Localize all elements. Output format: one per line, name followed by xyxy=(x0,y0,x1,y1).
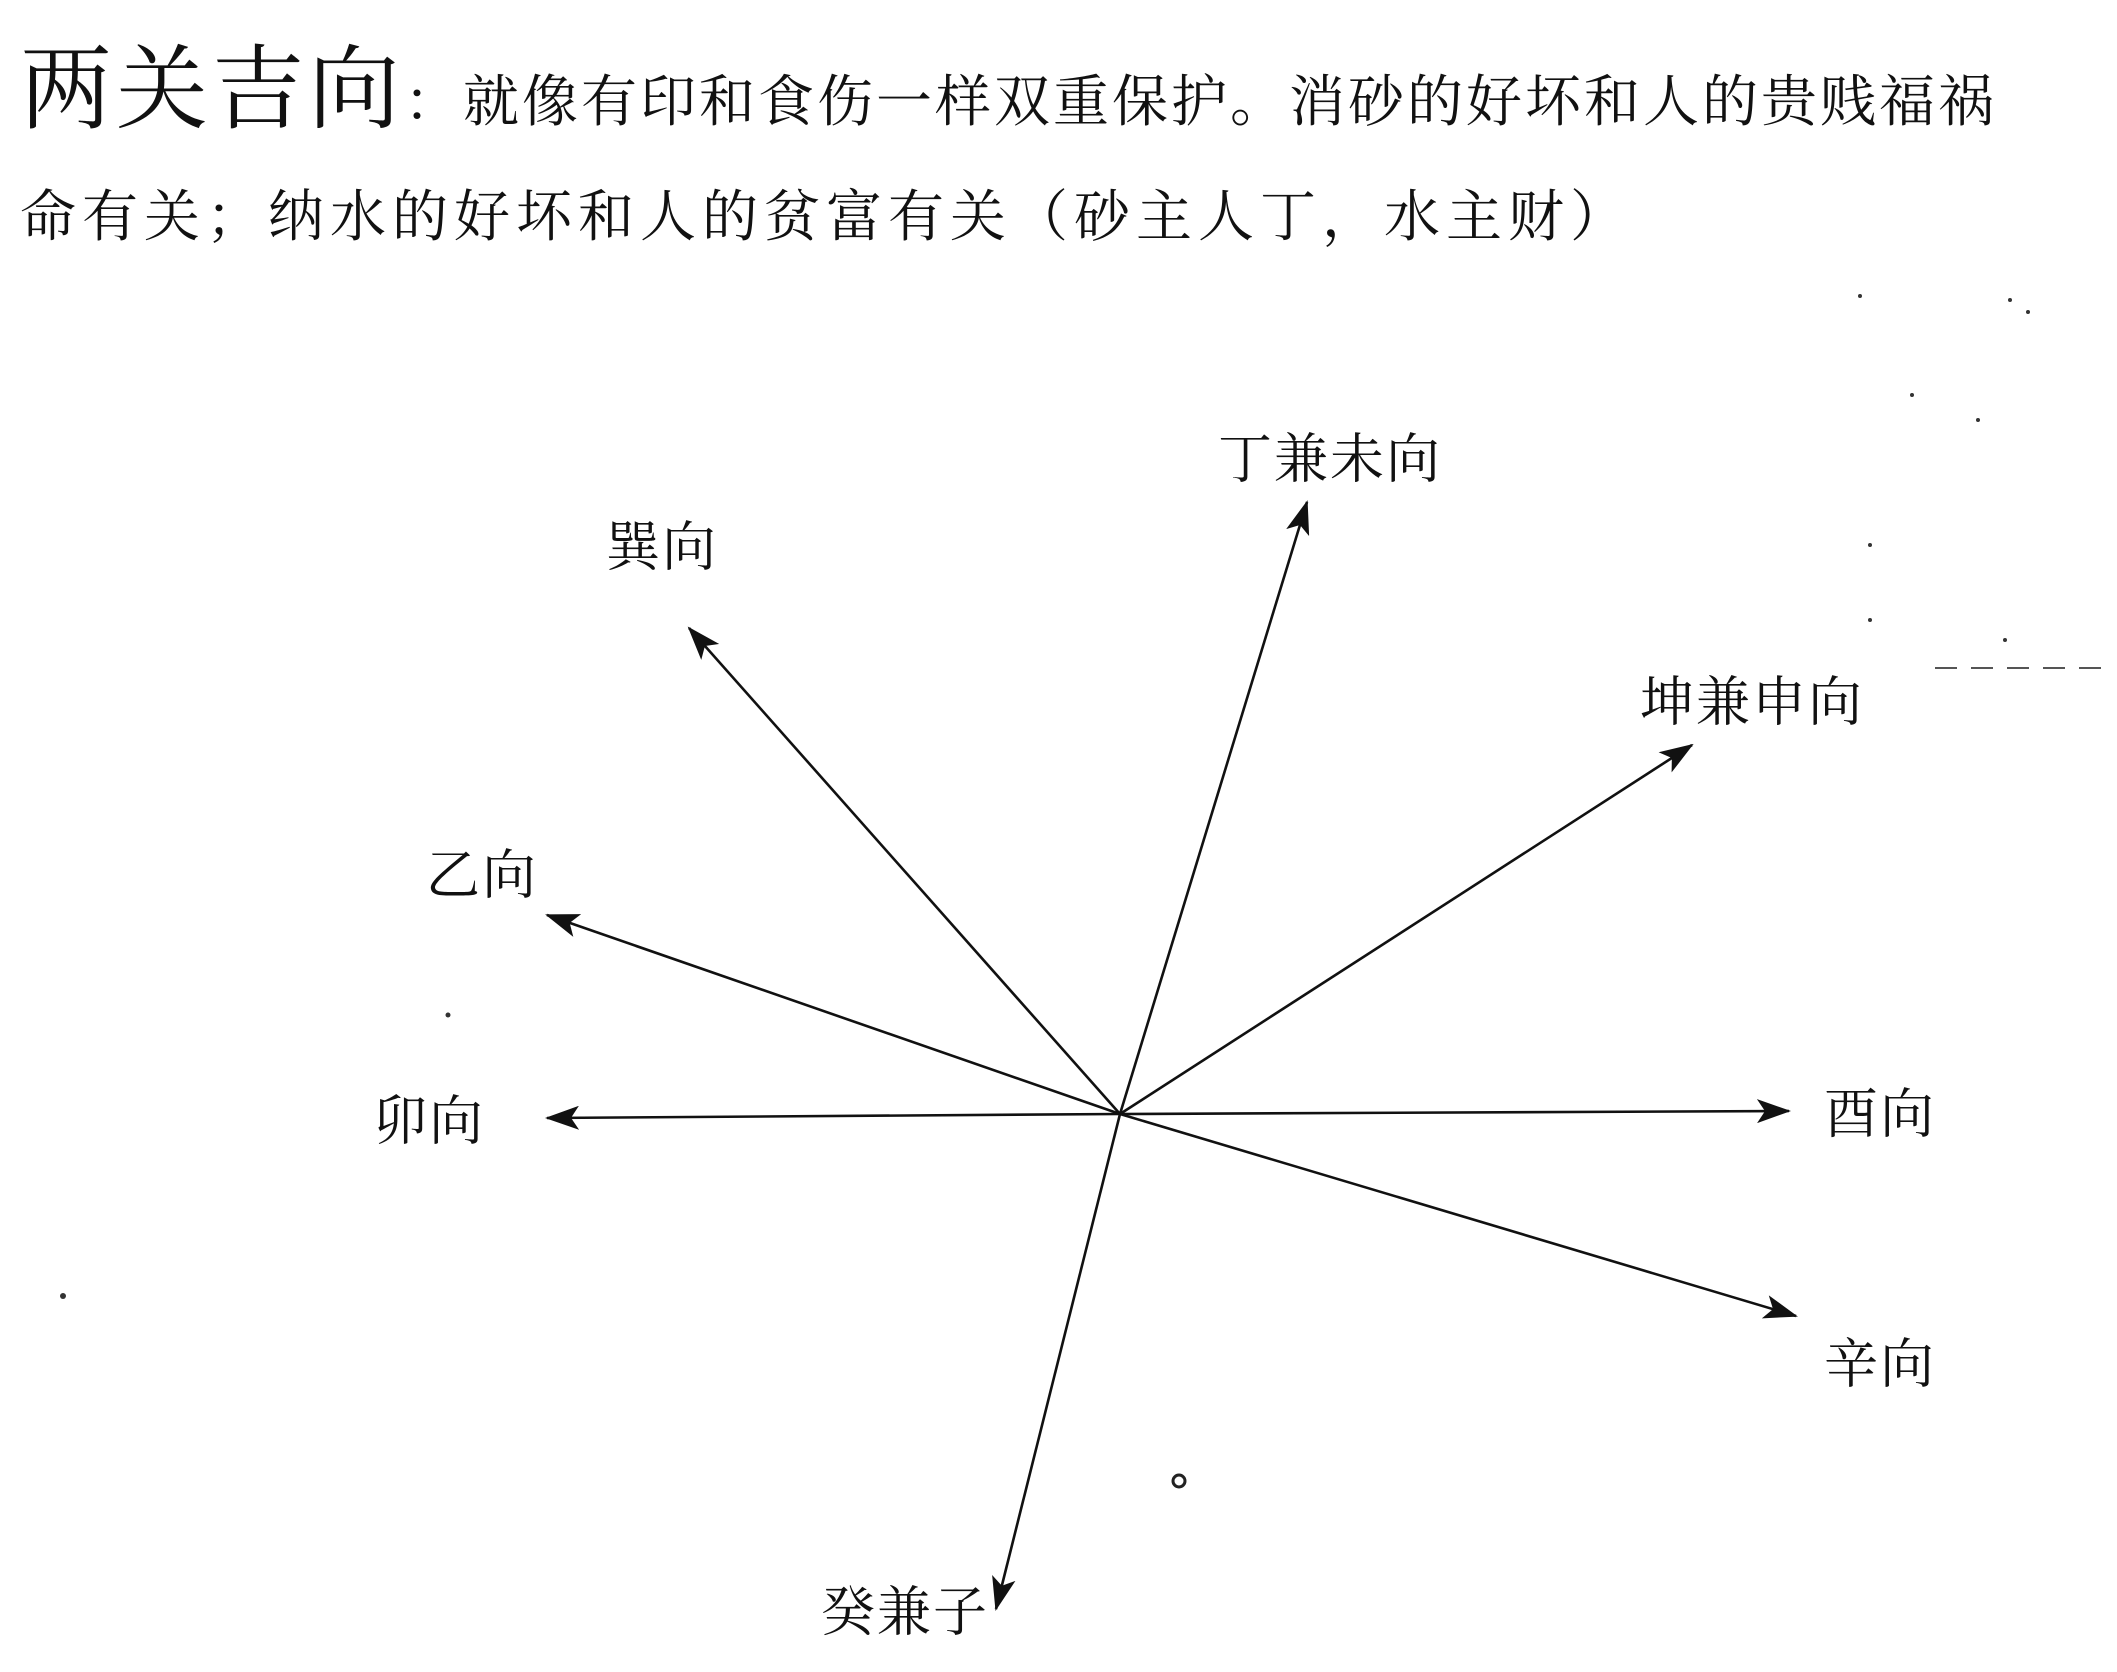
scan-speck xyxy=(2008,298,2012,302)
arrow-xun xyxy=(689,628,1120,1114)
arrow-ding xyxy=(1120,502,1307,1114)
label-gui: 癸兼子 xyxy=(821,1580,989,1644)
label-xin: 辛向 xyxy=(1824,1332,1936,1396)
arrow-mao xyxy=(547,1114,1120,1118)
scan-speck xyxy=(60,1293,66,1299)
arrow-you xyxy=(1120,1111,1789,1114)
arrow-xin xyxy=(1120,1114,1796,1316)
scan-speck xyxy=(1910,393,1914,397)
label-yi: 乙向 xyxy=(426,843,538,907)
label-xun: 巽向 xyxy=(606,515,718,579)
scan-speck xyxy=(1868,543,1872,547)
scan-speck xyxy=(1976,418,1980,422)
label-kun: 坤兼申向 xyxy=(1640,670,1864,734)
arrow-gui xyxy=(996,1114,1120,1609)
scan-speck xyxy=(1858,294,1862,298)
label-you: 酉向 xyxy=(1824,1082,1936,1146)
scan-ring-mark xyxy=(1173,1475,1185,1487)
label-mao: 卯向 xyxy=(373,1089,485,1153)
page-title: 两关吉向 xyxy=(20,36,405,143)
scan-speck xyxy=(446,1013,451,1018)
header-text: ：就像有印和食伤一样双重保护。消砂的好坏和人的贵贱福祸 xyxy=(404,70,1998,135)
scan-speck xyxy=(2003,638,2007,642)
scan-speck xyxy=(1868,618,1872,622)
scan-speck xyxy=(2026,310,2030,314)
label-ding: 丁兼未向 xyxy=(1218,427,1442,491)
second-line-text: 命有关；纳水的好坏和人的贫富有关（砂主人丁，水主财） xyxy=(20,185,1632,250)
arrow-yi xyxy=(547,915,1120,1114)
arrow-kun xyxy=(1120,745,1692,1114)
